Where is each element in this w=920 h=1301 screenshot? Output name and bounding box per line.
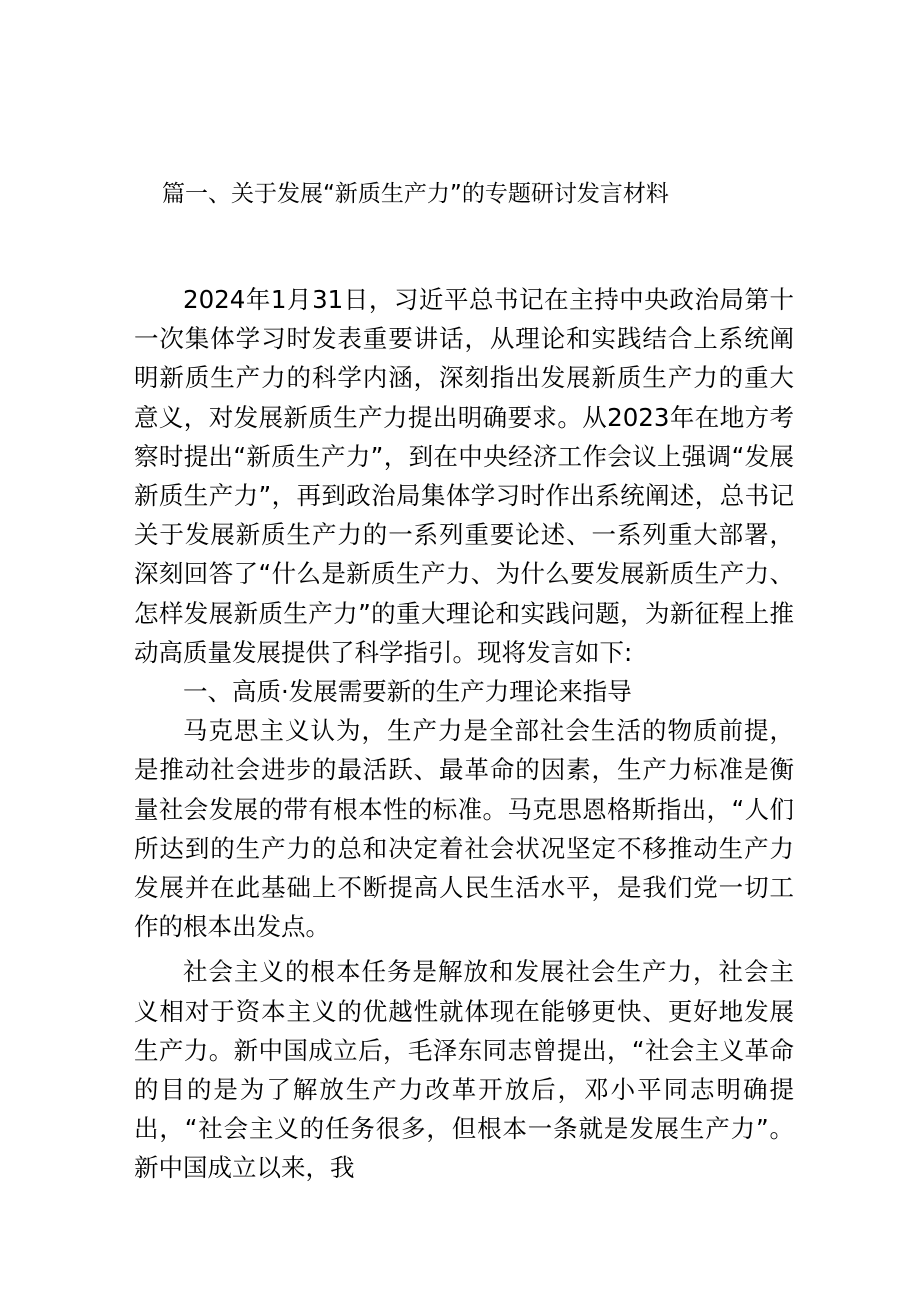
paragraph-marxism: 马克思主义认为，生产力是全部社会生活的物质前提，是推动社会进步的最活跃、最革命的因素，生产力标准是衡量社会发展的带有根本性的标准。马克思恩格斯指出，“人们所达到的生产力的总和决定着社会状况坚定不移推动生产力发展并在此基础上不断提高人民生活水平，是我们党一切工作的根本出发点。 [134,716,794,942]
paragraph-intro: 2024年1月31日，习近平总书记在主持中央政治局第十一次集体学习时发表重要讲话，从理论和实践结合上系统阐明新质生产力的科学内涵，深刻指出发展新质生产力的重大意义，对发展新质生产力提出明确要求。从2023年在地方考察时提出“新质生产力”，到在中央经济工作会议上强调“发展新质生产力”，再到政治局集体学习时作出系统阐述，总书记关于发展新质生产力的一系列重要论述、一系列重大部署，深刻回答了“什么是新质生产力、为什么要发展新质生产力、怎样发展新质生产力”的重大理论和实践问题，为新征程上推动高质量发展提供了科学指引。现将发言如下: [134,285,794,667]
document-body [134,280,794,1188]
section-heading-1: 一、高质·发展需要新的生产力理论来指导 [183,677,632,707]
document-title: 篇一、关于发展“新质生产力”的专题研讨发言材料 [162,181,669,207]
paragraph-socialism: 社会主义的根本任务是解放和发展社会生产力，社会主义相对于资本主义的优越性就体现在能够更快、更好地发展生产力。新中国成立后，毛泽东同志曾提出，“社会主义革命的目的是为了解放生产力改革开放后，邓小平同志明确提出，“社会主义的任务很多，但根本一条就是发展生产力”。新中国成立以来，我 [134,957,794,1183]
